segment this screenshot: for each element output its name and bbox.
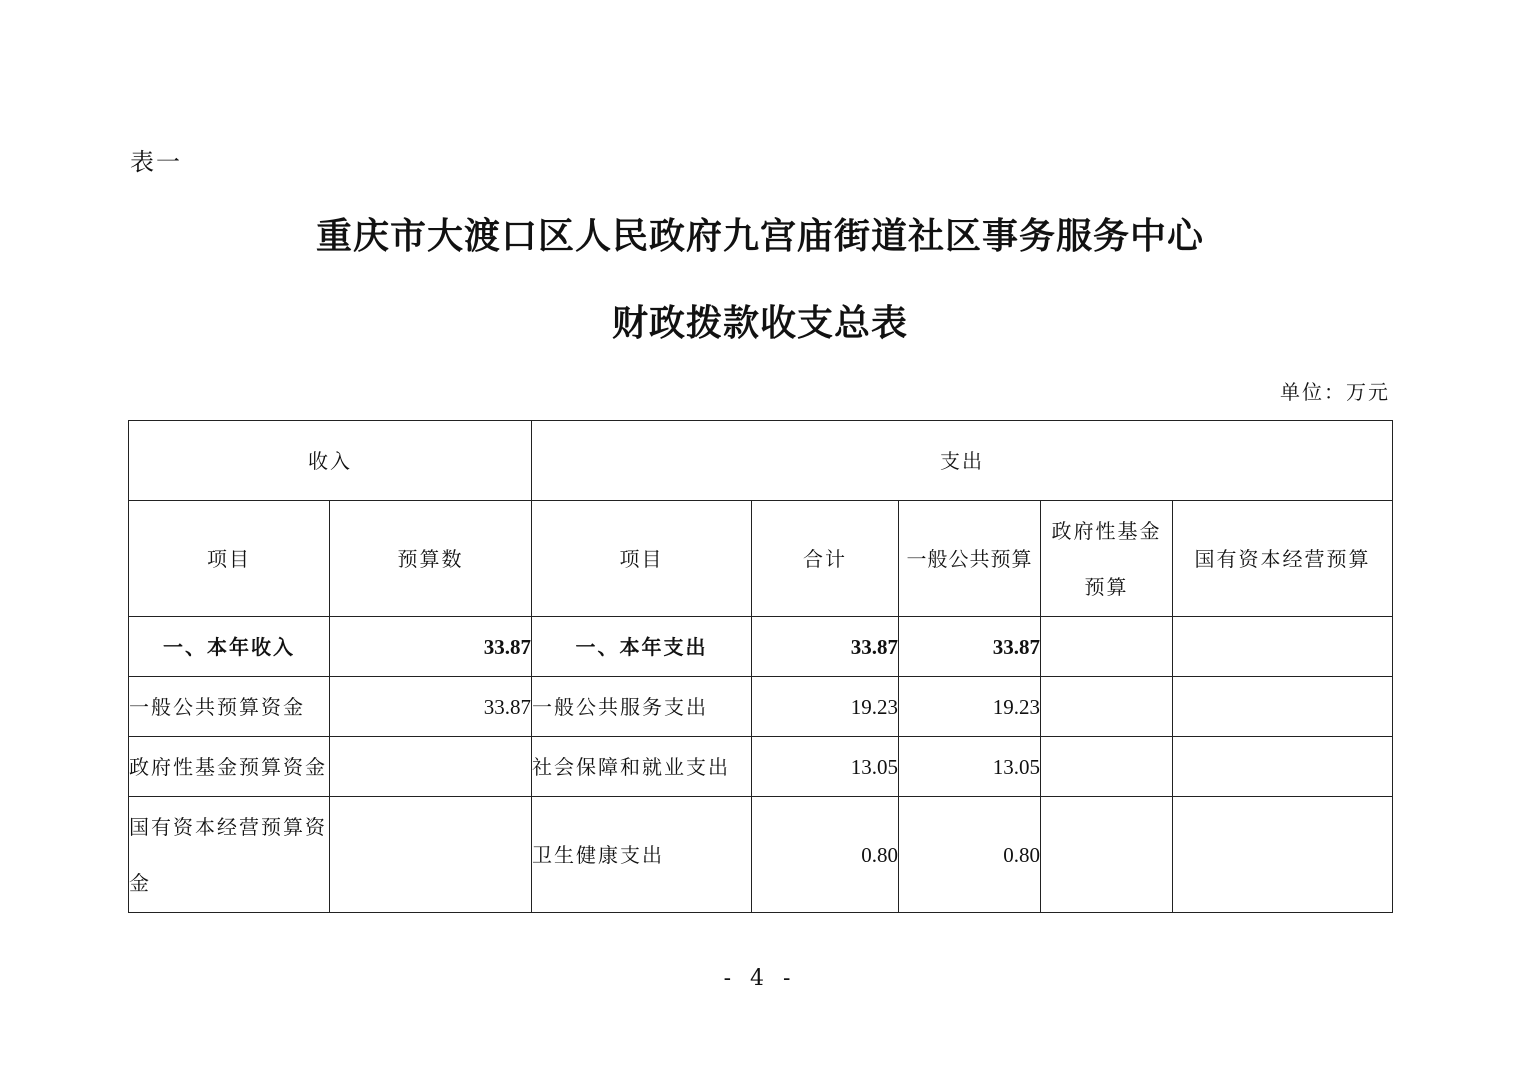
header-income-budget: 预算数 <box>330 501 532 617</box>
general-budget-cell: 19.23 <box>899 677 1041 737</box>
total-cell: 0.80 <box>752 797 899 913</box>
total-cell: 19.23 <box>752 677 899 737</box>
income-group-header: 收入 <box>129 421 532 501</box>
header-total: 合计 <box>752 501 899 617</box>
gov-fund-cell <box>1041 737 1173 797</box>
expense-item-cell: 卫生健康支出 <box>532 797 752 913</box>
header-gov-fund: 政府性基金预算 <box>1041 501 1173 617</box>
header-state-capital: 国有资本经营预算 <box>1173 501 1393 617</box>
income-item-cell: 一、本年收入 <box>129 617 330 677</box>
income-item-cell: 一般公共预算资金 <box>129 677 330 737</box>
total-cell: 13.05 <box>752 737 899 797</box>
page-title: 重庆市大渡口区人民政府九宫庙街道社区事务服务中心 <box>315 215 1204 257</box>
state-capital-cell <box>1173 797 1393 913</box>
table-label: 表一 <box>130 148 182 176</box>
income-item-cell: 国有资本经营预算资金 <box>129 797 330 913</box>
general-budget-cell: 13.05 <box>899 737 1041 797</box>
income-budget-cell <box>330 797 532 913</box>
table-row <box>129 737 1393 797</box>
expense-item-cell: 一般公共服务支出 <box>532 677 752 737</box>
header-expense-item: 项目 <box>532 501 752 617</box>
gov-fund-cell <box>1041 677 1173 737</box>
state-capital-cell <box>1173 677 1393 737</box>
page-subtitle: 财政拨款收支总表 <box>611 302 908 344</box>
unit-label: 单位：万元 <box>1280 380 1390 404</box>
budget-table <box>128 420 1393 913</box>
income-item-cell: 政府性基金预算资金 <box>129 737 330 797</box>
total-cell: 33.87 <box>752 617 899 677</box>
income-budget-cell <box>330 737 532 797</box>
expense-item-cell: 一、本年支出 <box>532 617 752 677</box>
general-budget-cell: 0.80 <box>899 797 1041 913</box>
income-budget-cell: 33.87 <box>330 617 532 677</box>
state-capital-cell <box>1173 737 1393 797</box>
page-number: - 4 - <box>723 966 797 991</box>
expense-group-header: 支出 <box>532 421 1393 501</box>
income-budget-cell: 33.87 <box>330 677 532 737</box>
table-row <box>129 617 1393 677</box>
header-income-item: 项目 <box>129 501 330 617</box>
gov-fund-cell <box>1041 617 1173 677</box>
gov-fund-cell <box>1041 797 1173 913</box>
general-budget-cell: 33.87 <box>899 617 1041 677</box>
table-row <box>129 677 1393 737</box>
expense-item-cell: 社会保障和就业支出 <box>532 737 752 797</box>
state-capital-cell <box>1173 617 1393 677</box>
table-row <box>129 797 1393 913</box>
header-general-budget: 一般公共预算 <box>899 501 1041 617</box>
